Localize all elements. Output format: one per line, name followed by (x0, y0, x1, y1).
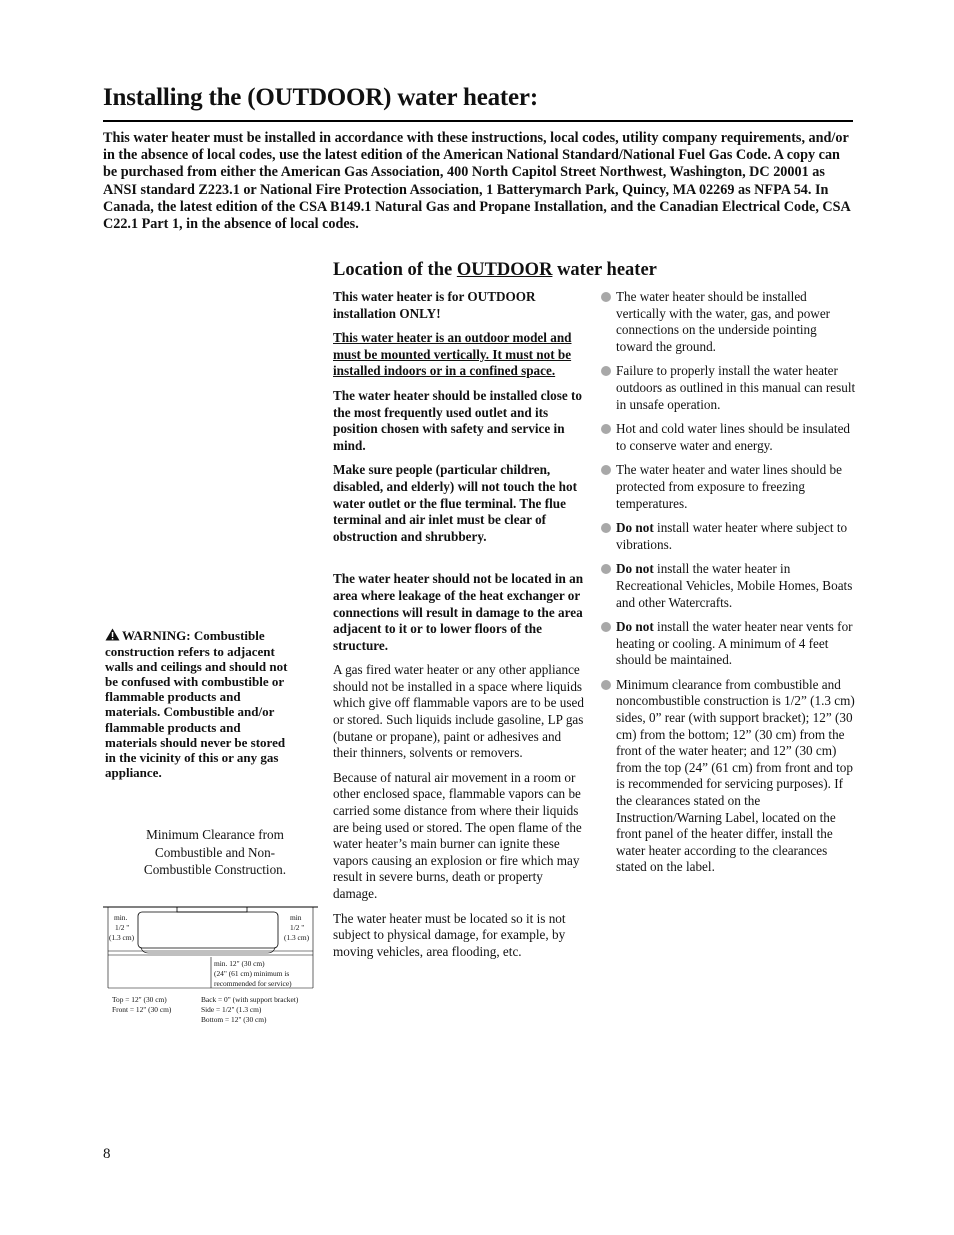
people-safety-notice: Make sure people (particular children, disabled, and elderly) will not touch the hot water outlet or the flue terminal. The flue terminal and air inlet must be clear of obstruction and shrubbery. (333, 462, 577, 544)
bullet-dot-icon (601, 523, 611, 533)
leakage-notice: The water heater should not be located in an area where leakage of the heat exchanger or connections will result in damage to the area adjacent to it or to lower floors of the structure. (333, 571, 584, 653)
bullet-dot-icon (601, 564, 611, 574)
outlet-position-notice: The water heater should be installed close to the most frequently used outlet and its position chosen with safety and service in mind. (333, 387, 582, 453)
section-heading-suffix: water heater (552, 260, 657, 280)
intro-paragraph: This water heater must be installed in accordance with these instructions, local codes, utility company requirements, and/or in the absence of local codes, use the latest edition of the American National Standard/National Fuel Gas Code. A copy can be purchased from either the American Gas Association, 400 North Capitol Street Northwest, Washington, DC 20001 as ANSI standard Z223.1 or National Fire Protection Association, 1 Batterymarch Park, Quincy, MA 02269 as NFPA 54. In Canada, the latest edition of the CSA B149.1 Natural Gas and Propane Installation, and the Canadian Electrical Code, CSA C22.1 Part 1, in the absence of local codes. (103, 130, 851, 233)
bullet-text: install the water heater in Recreational Vehicles, Mobile Homes, Boats and other Watercrafts. (616, 561, 853, 610)
flammable-liquids-paragraph: A gas fired water heater or any other appliance should not be installed in a space where liquids which give off flammable vapors are to be used or stored. Such liquids include gasoline, LP gas (butane or propane), paint or adhesives and their thinners, solvents or removers. (333, 662, 584, 761)
bullet-emphasis: Do not (616, 520, 654, 536)
bullet-dot-icon (601, 366, 611, 376)
bullet-dot-icon (601, 292, 611, 302)
bullet-emphasis: Do not (616, 561, 654, 577)
bullet-item (600, 289, 856, 355)
right-clearance-label-3: (1.3 cm) (284, 933, 310, 942)
clearance-diagram (103, 905, 319, 1035)
bullet-text: Failure to properly install the water heater outdoors as outlined in this manual can result in unsafe operation. (616, 363, 856, 412)
bullet-dot-icon (601, 680, 611, 690)
legend-front: Front = 12" (30 cm) (112, 1005, 172, 1014)
vapors-paragraph: Because of natural air movement in a room or other enclosed space, flammable vapors can be carried some distance from where their liquids are being used or stored. The open flame of the water heater’s main burner can ignite these vapors causing an explosion or fire which may result in severe burns, death or property damage. (333, 769, 582, 901)
section-heading-emphasis: OUTDOOR (456, 260, 553, 280)
left-clearance-label-2: 1/2 " (115, 923, 130, 932)
physical-damage-paragraph: The water heater must be located so it is not subject to physical damage, for example, by moving vehicles, area flooding, etc. (333, 910, 566, 959)
bullet-text: The water heater and water lines should be protected from exposure to freezing temperatures. (616, 462, 842, 511)
front-clearance-label-2: (24" (61 cm) minimum is (214, 969, 290, 978)
front-clearance-label-3: recommended for service) (214, 979, 292, 988)
warning-text: WARNING: Combustible construction refers to adjacent walls and ceilings and should not be confused with combustible or flammable products and materials. Combustible and/or flammable products and materials should never be stored in the vicinity of this or any gas appliance. (105, 628, 288, 780)
bullet-dot-icon (601, 465, 611, 475)
bullet-text: Hot and cold water lines should be insulated to conserve water and energy. (616, 421, 851, 453)
right-clearance-label-1: min (290, 913, 302, 922)
bullet-item (600, 561, 856, 611)
warning-box (105, 628, 295, 780)
bullet-text: install the water heater near vents for heating or cooling. A minimum of 4 feet should be maintained. (616, 619, 853, 668)
section-heading-prefix: Location of the (333, 260, 457, 280)
bullet-item (600, 462, 856, 512)
outdoor-model-notice: This water heater is an outdoor model and must be mounted vertically. It must not be installed indoors or in a confined space. (333, 330, 572, 379)
bullet-item (600, 363, 856, 413)
bullet-text: Minimum clearance from combustible and noncombustible construction is 1/2” (1.3 cm) sides, 0” rear (with support bracket); 12” (30 cm) from the bottom; 12” (30 cm) from the front of the water heater; and 12” (30 cm) from the top (24” (61 cm) from front and top is recommended for servicing purposes). If the clearances stated on the Instruction/Warning Label, located on the front panel of the heater differ, install the water heater according to the clearances stated on the label. (616, 676, 855, 875)
middle-column (333, 289, 585, 968)
right-column (600, 289, 856, 884)
bullet-emphasis: Do not (616, 619, 654, 635)
bullet-text: install water heater where subject to vibrations. (616, 520, 848, 552)
page-title: Installing the (OUTDOOR) water heater: (103, 84, 538, 111)
bullet-dot-icon (601, 424, 611, 434)
title-rule (103, 120, 853, 122)
bullet-item (600, 619, 856, 669)
section-heading (333, 260, 657, 281)
right-clearance-label-2: 1/2 " (290, 923, 305, 932)
front-clearance-label-1: min. 12" (30 cm) (214, 959, 265, 968)
bullet-item (600, 421, 856, 454)
legend-side: Side = 1/2" (1.3 cm) (201, 1005, 262, 1014)
bullet-dot-icon (601, 622, 611, 632)
legend-back: Back = 0" (with support bracket) (201, 995, 299, 1004)
left-clearance-label-1: min. (114, 913, 128, 922)
bullet-text: The water heater should be installed vertically with the water, gas, and power connections on the underside pointing toward the ground. (616, 289, 831, 354)
warning-triangle-icon (105, 628, 120, 644)
bullet-item (600, 677, 856, 876)
left-clearance-label-3: (1.3 cm) (109, 933, 135, 942)
page-number: 8 (103, 1146, 111, 1162)
legend-bottom: Bottom = 12" (30 cm) (201, 1015, 267, 1024)
diagram-caption: Minimum Clearance from Combustible and Non-Combustible Construction. (143, 827, 287, 877)
outdoor-only-notice: This water heater is for OUTDOOR installation ONLY! (333, 289, 536, 321)
legend-top: Top = 12" (30 cm) (112, 995, 167, 1004)
bullet-item (600, 520, 856, 553)
